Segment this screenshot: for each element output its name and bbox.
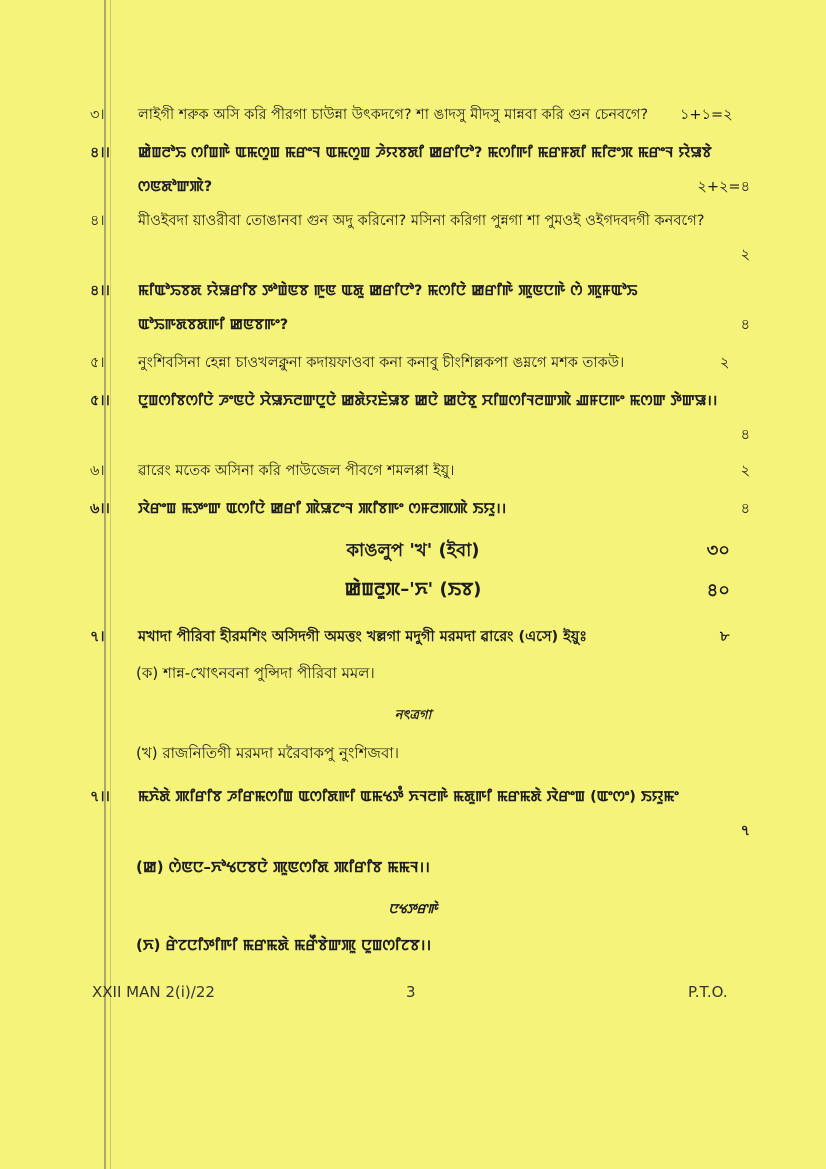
section-title: ꯀꯥꯡꯂꯨꯞ–'ꯈ' (ꯏꯕ) xyxy=(344,579,482,600)
question-marks: ১+১=২ xyxy=(680,107,733,123)
question-text: ꯃꯤꯑꯣꯢꯕꯗ ꯌꯥꯎꯔꯤꯕ ꯇꯣꯡꯥꯟꯕ ꯒꯨꯟ ꯑꯗꯨ ꯀꯔꯤꯅꯣ? ꯃꯁꯤꯅꯥ ꯀꯔꯤꯒꯥ ꯄꯨꯟꯅꯒꯥ ꯁꯥ ꯄꯨꯝꯑꯣꯢ ꯑꯣꯢꯒꯗꯕꯗꯒꯤ ꯀꯟꯕꯒꯦ? xyxy=(138,283,638,333)
question-number: ৪।। xyxy=(90,145,110,161)
question-4-mm xyxy=(90,136,750,204)
question-7-mm xyxy=(90,780,750,848)
question-text: লাইগী শরুক অসি করি পীরগা চাউন্না উৎকদগে? শা ঙাদসু মীদসু মান্নবা করি গুন চেনবগে? xyxy=(138,107,649,123)
footer-page-number: 3 xyxy=(406,983,416,1001)
question-text: ꯃꯈꯥꯗꯥ ꯄꯤꯔꯤꯕ ꯍꯤꯔꯃꯁꯤꯡ ꯑꯁꯤꯗꯒꯤ ꯑꯃꯠꯇꯪ ꯈꯜꯂꯒꯥ ꯃꯗꯨꯒꯤ ꯃꯔꯃꯗꯥ ꯋꯥꯔꯦꯡ (ꯑꯦꯁꯦ) ꯏꯌꯨꯃꯦ xyxy=(138,789,679,805)
question-marks: ৪ xyxy=(740,317,750,333)
question-5-mm xyxy=(90,384,750,452)
section-heading-bengali xyxy=(0,536,826,567)
question-number: ৬। xyxy=(90,463,105,479)
question-7-mm-option-b: (ꯈ) ꯔꯥꯖꯅꯤꯇꯤꯒꯤ ꯃꯔꯃꯗꯥ ꯃꯔꯩꯕꯥꯛꯄꯨ ꯅꯨꯡꯁꯤꯖꯕ।। xyxy=(136,936,432,954)
question-7-option-a: (ক) শান্ন-খোৎনবনা পুন্সিদা পীরিবা মমল। xyxy=(136,664,375,682)
question-number: ৪। xyxy=(90,213,105,229)
question-marks: ৮ xyxy=(720,629,730,645)
question-marks: ২ xyxy=(740,247,750,263)
footer-code: XXII MAN 2(i)/22 xyxy=(92,983,215,1001)
section-marks: ৪০ xyxy=(706,580,730,601)
question-4 xyxy=(90,204,750,272)
section-title: কাঙলুপ 'খ' (ইবা) xyxy=(346,540,480,561)
question-7-option-b: (খ) রাজনিতিগী মরমদা মরৈবাকপু নুংশিজবা। xyxy=(136,744,400,762)
section-heading-meitei xyxy=(0,576,826,601)
question-marks: ২ xyxy=(720,355,730,371)
question-5 xyxy=(90,346,750,380)
question-number: ৭। xyxy=(90,629,105,645)
question-3 xyxy=(90,98,750,132)
question-text: মখাদা পীরিবা হীরমশিং অসিদগী অমত্তং খল্লগা মদুগী মরমদা ৱারেং (এসে) ইয়ুঃ xyxy=(138,629,588,645)
question-number: ৫। xyxy=(90,355,105,371)
question-6-mm xyxy=(90,492,750,526)
question-text: মীওইবদা য়াওরীবা তোঙানবা গুন অদু করিনো? মসিনা করিগা পুন্নগা শা পুমওই ওইগদবদগী কনবগে? xyxy=(138,213,705,229)
question-marks: ২ xyxy=(740,463,750,479)
question-3-marks-wrap xyxy=(680,98,740,132)
question-text: ৱারেং মতেক অসিনা করি পাউজেল পীবগে শমলপ্পা ইয়ু। xyxy=(138,463,455,479)
question-number: ৭।। xyxy=(90,789,110,805)
question-number: ৫।। xyxy=(90,393,110,409)
question-6 xyxy=(90,454,750,488)
question-marks: ৪ xyxy=(740,501,750,517)
question-7-mm-option-a: (ꯀ) ꯁꯥꯟꯅ–ꯈꯣꯠꯅꯕꯅꯥ ꯄꯨꯟꯁꯤꯗ ꯄꯤꯔꯤꯕ ꯃꯃꯜ।। xyxy=(136,858,430,876)
question-7-marks-wrap xyxy=(720,620,750,654)
question-5-marks-wrap xyxy=(720,346,750,380)
question-text: নুংশিবসিনা হেন্না চাওখলক্নুনা কদায়ফাওবা কনা কনাবু চীংশিল্লকপা ঙম্নগে মশক তাকউ। xyxy=(138,355,625,371)
section-marks: ৩০ xyxy=(706,540,730,561)
question-number: ৩। xyxy=(90,107,105,123)
question-marks: ৭ xyxy=(740,823,750,839)
question-7 xyxy=(90,620,750,654)
question-number: ৪।। xyxy=(90,283,110,299)
question-marks: ২+২=৪ xyxy=(697,179,750,195)
question-4-mm-2 xyxy=(90,274,750,342)
footer-pto: P.T.O. xyxy=(688,983,728,1001)
question-number: ৬।। xyxy=(90,501,110,517)
or-separator: নৎত্রগা xyxy=(394,708,432,723)
or-separator-mm: ꯅꯠꯇꯔꯒꯥ xyxy=(388,902,438,917)
question-text: ꯋꯥꯔꯦꯡ ꯃꯇꯦꯛ ꯑꯁꯤꯅꯥ ꯀꯔꯤ ꯄꯥꯎꯖꯦꯜ ꯄꯤꯕꯒꯦ ꯁꯝꯂꯄꯄꯥ ꯏꯌꯨ।। xyxy=(138,501,507,517)
question-text: ꯀꯥꯡꯂꯣꯢ ꯁꯤꯡꯒꯥ ꯑꯃꯁꯨꯡ ꯃꯔꯦꯜ ꯑꯃꯁꯨꯡ ꯍꯥꯌꯕꯗꯤ ꯀꯔꯤꯅꯣ? ꯃꯁꯤꯒꯤ ꯃꯔꯝꯗꯤ ꯃꯤꯂꯦꯞ ꯃꯔꯦꯜ ꯌꯥꯎꯕꯥ ꯁꯟꯗꯣꯛꯄꯥ? xyxy=(138,145,712,195)
question-text: ꯅꯨꯡꯁꯤꯕꯁꯤꯅꯥ ꯍꯦꯟꯅꯥ ꯆꯥꯎꯈꯂꯛꯅꯨꯅꯥ ꯀꯗꯥꯌꯐꯥꯎꯕ ꯀꯅꯥ ꯀꯅꯥꯕꯨ ꯆꯤꯡꯁꯤꯜꯂꯛꯄꯥ ꯉꯝꯅꯒꯦ ꯃꯁꯛ ꯇꯥꯛꯎ।। xyxy=(138,393,718,409)
question-marks: ৪ xyxy=(740,427,750,443)
